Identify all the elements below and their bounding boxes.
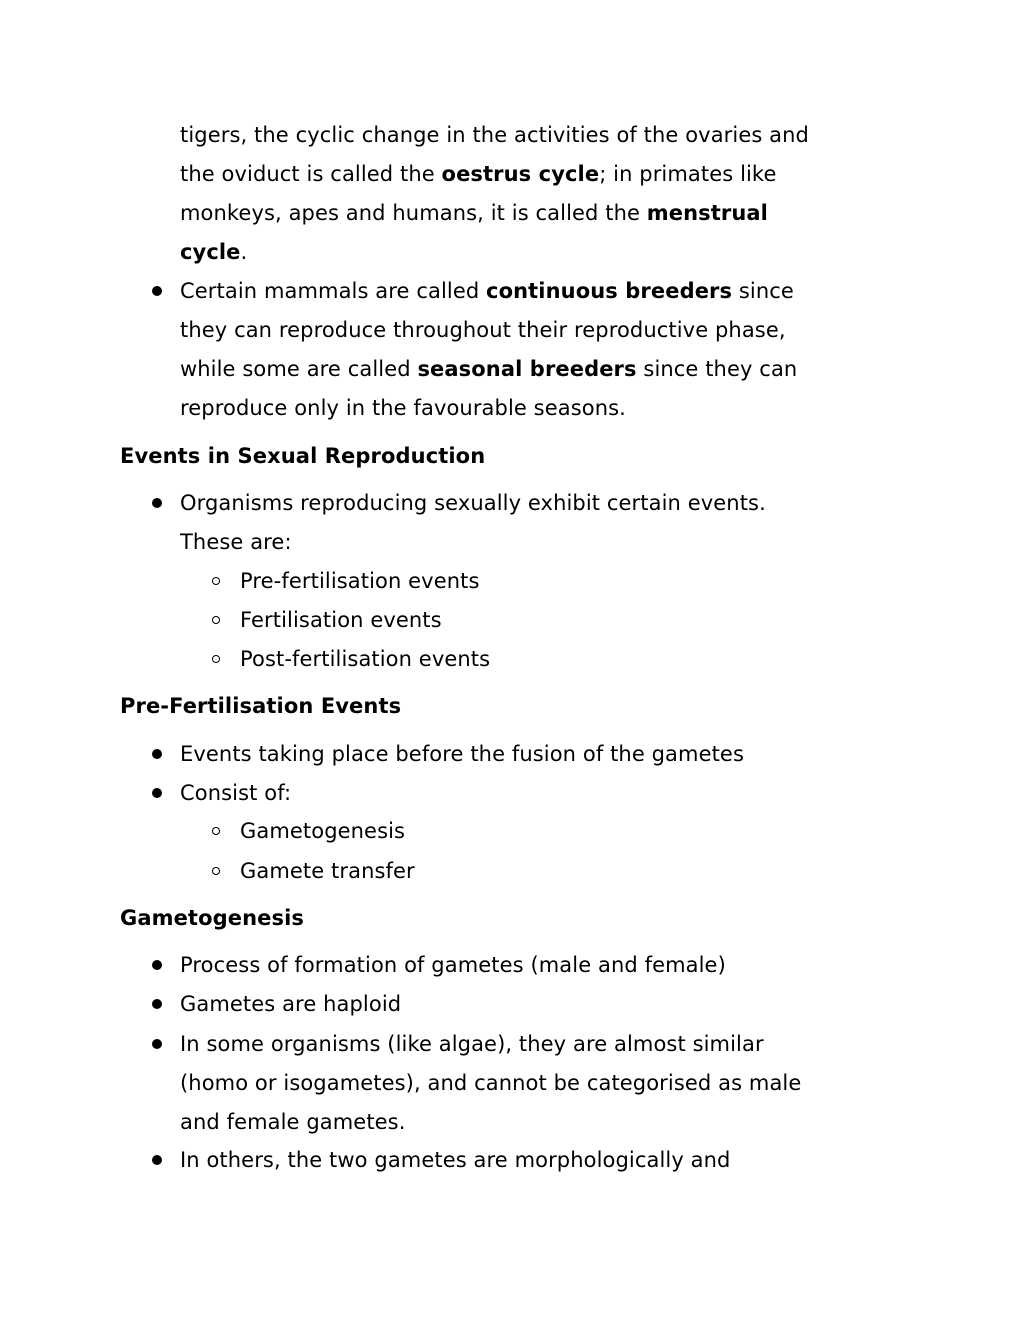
term-oestrus-cycle: oestrus cycle <box>441 162 600 186</box>
list-item-line: Gametes are haploid <box>180 992 402 1016</box>
bullet-icon <box>152 749 162 759</box>
section-heading: Pre-Fertilisation Events <box>120 694 402 718</box>
list-item-line: In others, the two gametes are morphologically and <box>180 1148 731 1172</box>
paragraph-line: the oviduct is called the oestrus cycle; in primates like <box>180 162 777 186</box>
bullet-icon <box>152 1039 162 1049</box>
bullet-icon <box>152 286 162 296</box>
term-menstrual: menstrual <box>646 201 768 225</box>
list-item-line: Consist of: <box>180 781 292 805</box>
list-item-line: Process of formation of gametes (male and female) <box>180 953 726 977</box>
circle-bullet-icon <box>212 827 220 835</box>
bullet-icon <box>152 788 162 798</box>
circle-bullet-icon <box>212 867 220 875</box>
sub-list-item: Post-fertilisation events <box>240 647 491 671</box>
term-cycle: cycle <box>180 240 241 264</box>
list-item-line: while some are called seasonal breeders since they can <box>180 357 798 381</box>
term-seasonal-breeders: seasonal breeders <box>417 357 637 381</box>
paragraph-line: tigers, the cyclic change in the activities of the ovaries and <box>180 123 809 147</box>
section-heading: Events in Sexual Reproduction <box>120 444 486 468</box>
section-heading: Gametogenesis <box>120 906 304 930</box>
paragraph-line: monkeys, apes and humans, it is called the menstrual <box>180 201 768 225</box>
circle-bullet-icon <box>212 577 220 585</box>
term-continuous-breeders: continuous breeders <box>486 279 733 303</box>
circle-bullet-icon <box>212 655 220 663</box>
list-item-line: These are: <box>180 530 292 554</box>
list-item-line: they can reproduce throughout their reproductive phase, <box>180 318 786 342</box>
list-item-line: and female gametes. <box>180 1110 406 1134</box>
list-item-line: In some organisms (like algae), they are almost similar <box>180 1032 764 1056</box>
sub-list-item: Gamete transfer <box>240 859 415 883</box>
circle-bullet-icon <box>212 616 220 624</box>
list-item-line: Organisms reproducing sexually exhibit certain events. <box>180 491 766 515</box>
paragraph-line: cycle. <box>180 240 248 264</box>
sub-list-item: Gametogenesis <box>240 819 406 843</box>
sub-list-item: Pre-fertilisation events <box>240 569 480 593</box>
sub-list-item: Fertilisation events <box>240 608 442 632</box>
bullet-icon <box>152 999 162 1009</box>
list-item-line: (homo or isogametes), and cannot be categorised as male <box>180 1071 802 1095</box>
list-item-line: reproduce only in the favourable seasons. <box>180 396 626 420</box>
bullet-icon <box>152 498 162 508</box>
list-item-line: Events taking place before the fusion of the gametes <box>180 742 744 766</box>
bullet-icon <box>152 960 162 970</box>
bullet-icon <box>152 1155 162 1165</box>
list-item-line: Certain mammals are called continuous breeders since <box>180 279 794 303</box>
